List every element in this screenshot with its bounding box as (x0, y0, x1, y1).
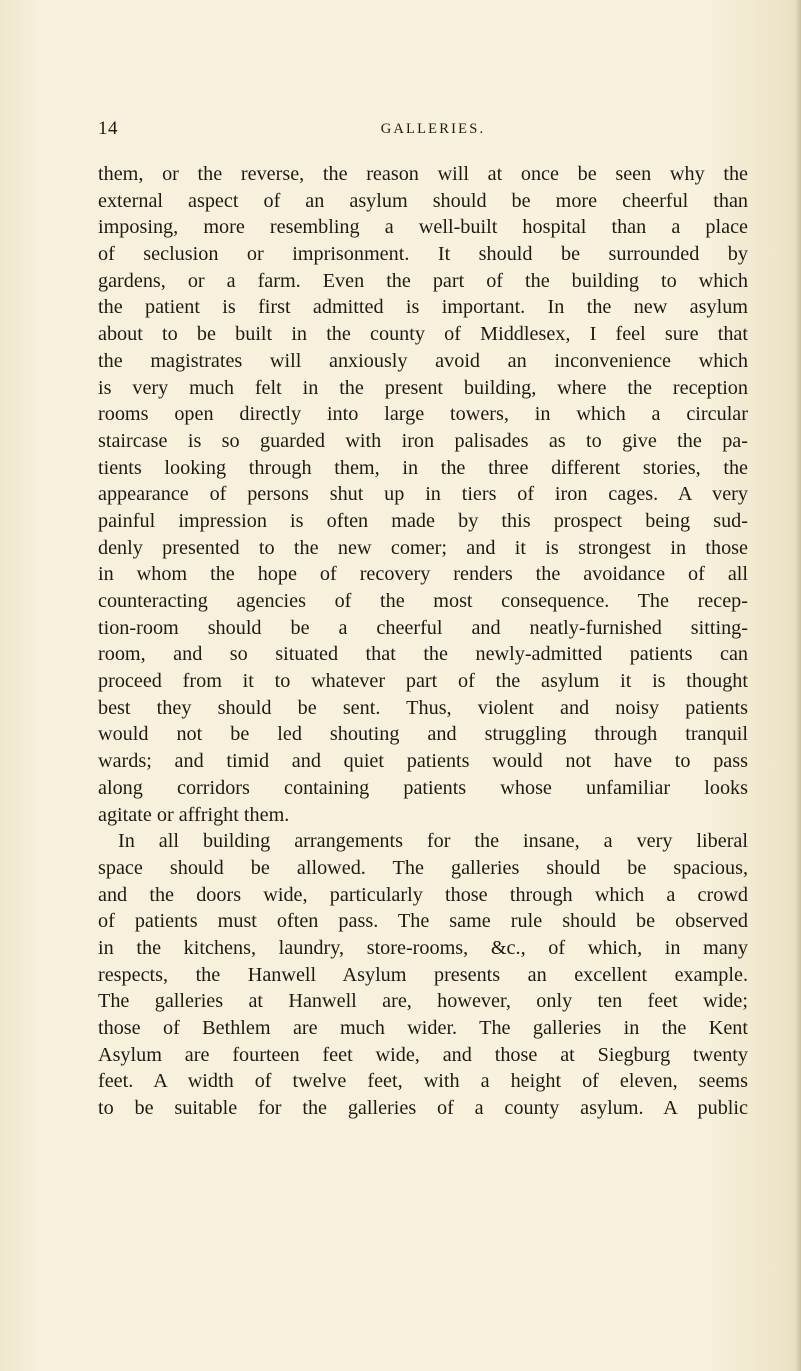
page-number: 14 (98, 118, 118, 139)
text-line: imposing, more resembling a well-built hospital than a place (98, 216, 748, 239)
text-line: proceed from it to whatever part of the asylum it is thought (98, 670, 748, 693)
text-line: staircase is so guarded with iron palisades as to give the pa- (98, 429, 748, 452)
text-line: external aspect of an asylum should be more cheerful than (98, 189, 748, 212)
text-line: space should be allowed. The galleries should be spacious, (98, 856, 748, 879)
text-line: along corridors containing patients whose unfamiliar looks (98, 776, 748, 799)
text-line: them, or the reverse, the reason will at once be seen why the (98, 163, 748, 185)
text-line: appearance of persons shut up in tiers of iron cages. A very (98, 483, 748, 506)
text-line: those of Bethlem are much wider. The galleries in the Kent (98, 1017, 748, 1039)
text-line: Asylum are fourteen feet wide, and those at Siegburg twenty (98, 1043, 748, 1066)
text-line: of patients must often pass. The same rule should be observed (98, 910, 748, 933)
text-line: counteracting agencies of the most consequence. The recep- (98, 590, 748, 612)
text-line: feet. A width of twelve feet, with a height of eleven, seems (98, 1070, 748, 1093)
text-line: is very much felt in the present building, where the reception (98, 376, 748, 399)
text-line: The galleries at Hanwell are, however, only ten feet wide; (98, 990, 748, 1013)
text-line: of seclusion or imprisonment. It should be surrounded by (98, 243, 748, 266)
text-line: and the doors wide, particularly those through which a crowd (98, 883, 748, 906)
text-line: respects, the Hanwell Asylum presents an excellent example. (98, 963, 748, 986)
text-line: in whom the hope of recovery renders the avoidance of all (98, 563, 748, 586)
text-line: to be suitable for the galleries of a county asylum. A public (98, 1097, 748, 1120)
text-line: room, and so situated that the newly-admitted patients can (98, 643, 748, 666)
text-line: the magistrates will anxiously avoid an inconvenience which (98, 349, 748, 372)
paragraph-end-line: agitate or affright them. (98, 803, 290, 826)
text-line: about to be built in the county of Middlesex, I feel sure that (98, 323, 748, 346)
page-header (98, 118, 748, 142)
text-line: tients looking through them, in the three different stories, the (98, 456, 748, 479)
text-line: denly presented to the new comer; and it is strongest in those (98, 536, 748, 559)
text-line: in the kitchens, laundry, store-rooms, &c., of which, in many (98, 936, 748, 959)
text-line: best they should be sent. Thus, violent and noisy patients (98, 696, 748, 719)
text-line: rooms open directly into large towers, in which a circular (98, 403, 748, 426)
body-text (98, 161, 748, 1122)
page-edge-shadow (795, 0, 801, 1371)
text-line: painful impression is often made by this prospect being sud- (98, 509, 748, 532)
text-line: tion-room should be a cheerful and neatly-furnished sitting- (98, 616, 748, 639)
text-line: wards; and timid and quiet patients would not have to pass (98, 750, 748, 773)
text-line: the patient is first admitted is important. In the new asylum (98, 296, 748, 319)
running-head: GALLERIES. (380, 121, 486, 137)
text-line: would not be led shouting and struggling through tranquil (98, 723, 748, 746)
text-line: gardens, or a farm. Even the part of the building to which (98, 269, 748, 292)
paragraph-start-line: In all building arrangements for the insane, a very liberal (118, 830, 748, 853)
